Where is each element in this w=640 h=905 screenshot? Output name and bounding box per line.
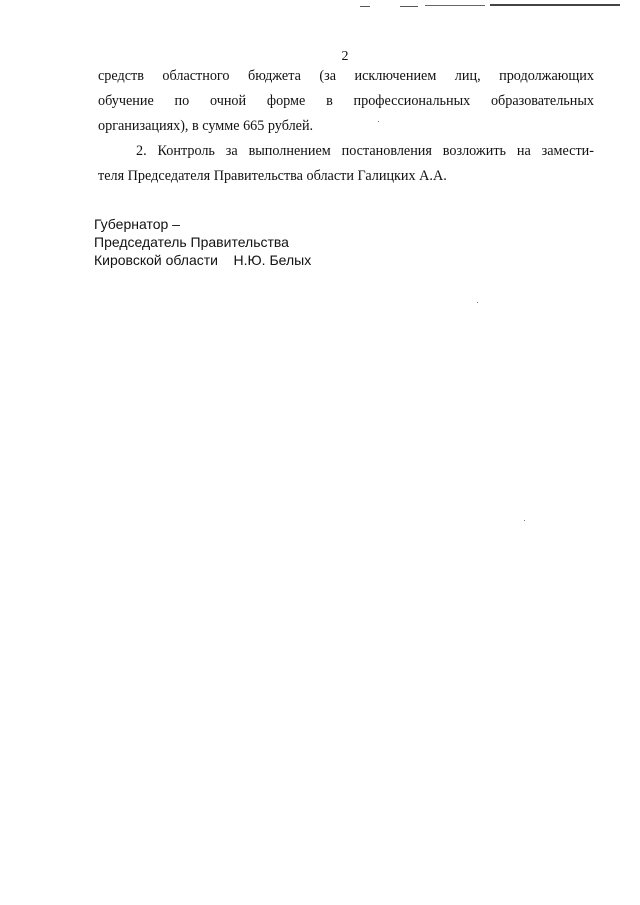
scan-artifact [490, 4, 620, 6]
scan-speck [477, 302, 478, 303]
paragraph-1-line-1: средств областного бюджета (за исключением лиц, продолжающих [98, 68, 594, 84]
paragraph-2-line-1: 2. Контроль за выполнением постановления возложить на замести- [136, 143, 594, 159]
signature-region-name: Кировской области Н.Ю. Белых [94, 252, 312, 268]
paragraph-1-line-3: организациях), в сумме 665 рублей. [98, 118, 314, 134]
signature-position: Председатель Правительства [94, 234, 289, 250]
paragraph-2-line-2: теля Председателя Правительства области Галицких А.А. [98, 168, 447, 184]
scan-speck [378, 121, 379, 122]
scan-artifact [360, 6, 370, 7]
signature-title: Губернатор – [94, 216, 180, 232]
scan-artifact [425, 5, 485, 6]
scan-speck [524, 520, 525, 521]
page-number: 2 [341, 49, 349, 64]
paragraph-1-line-2: обучение по очной форме в профессиональных образовательных [98, 93, 594, 109]
scan-artifact [400, 6, 418, 7]
